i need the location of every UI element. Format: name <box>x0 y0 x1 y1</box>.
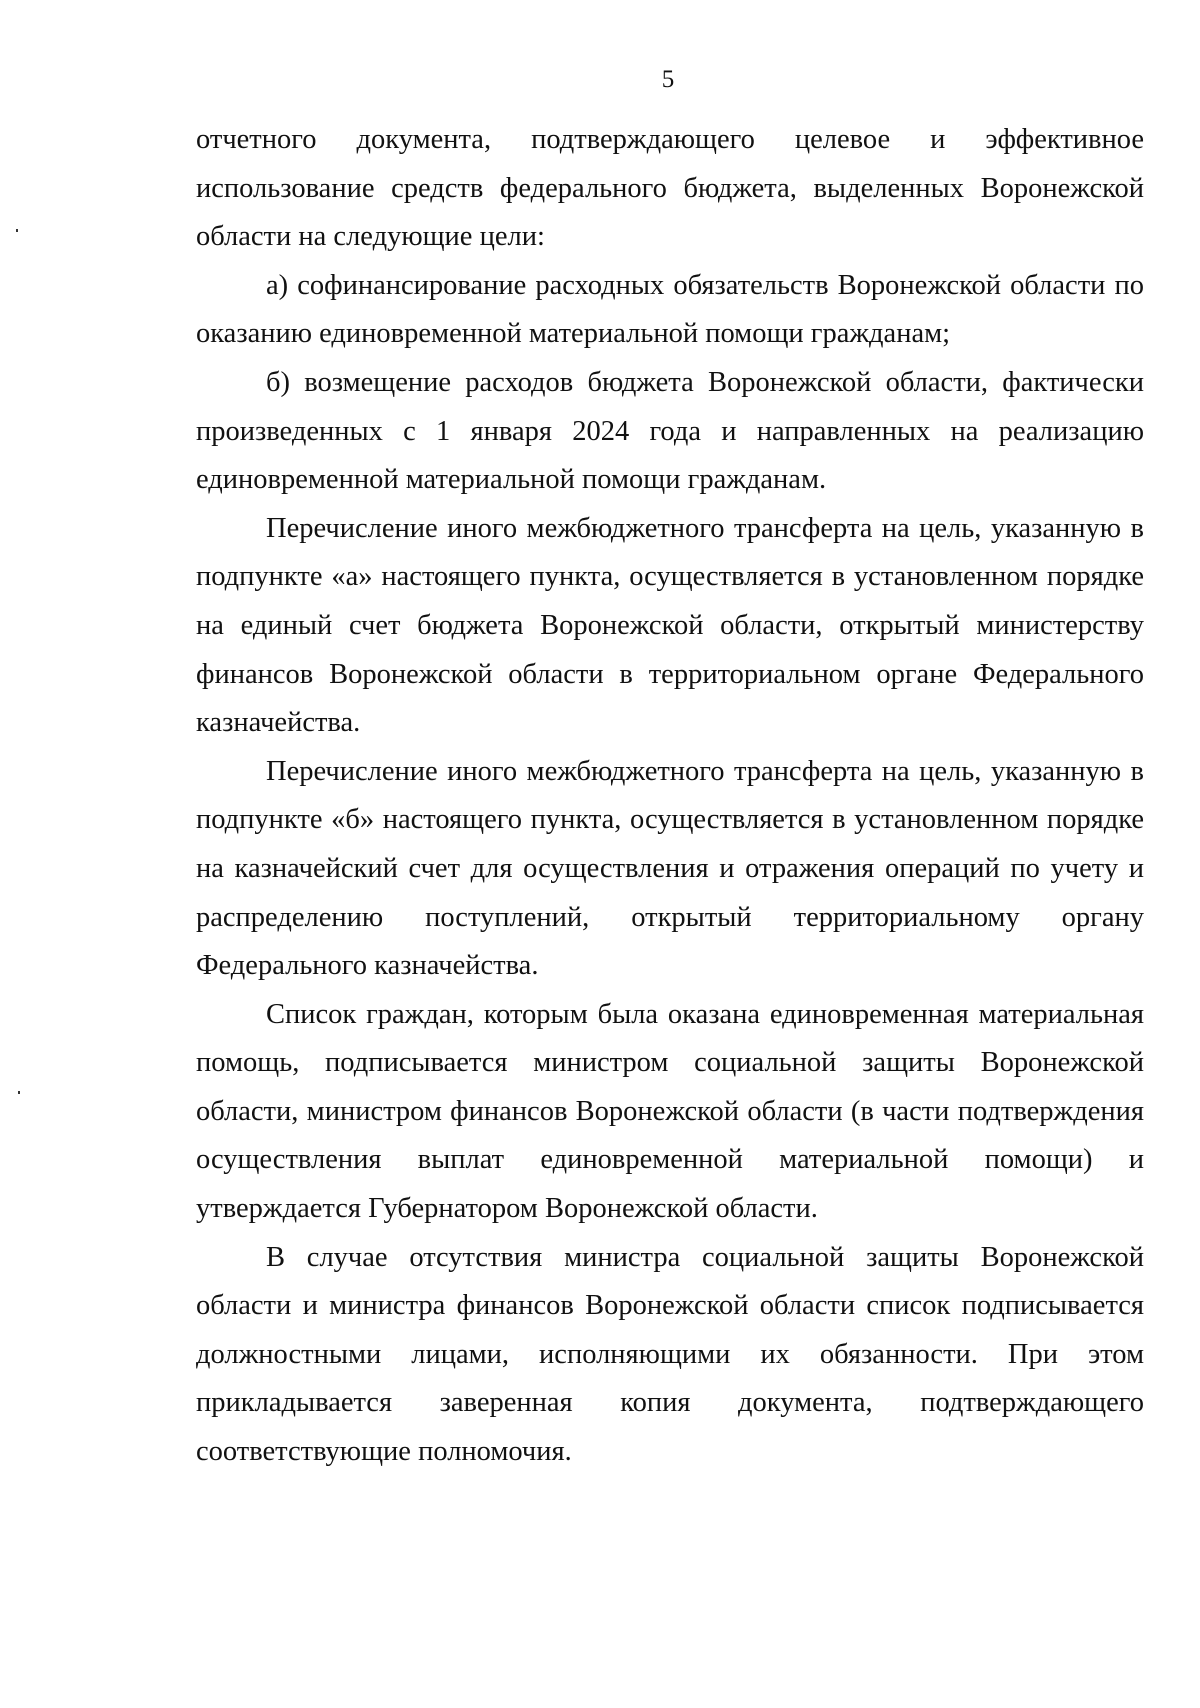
paragraph-item-a: а) софинансирование расходных обязательств Воронежской области по оказанию единовременной материальной помощи гражданам; <box>196 269 1144 350</box>
paragraph-transfer-b: Перечисление иного межбюджетного трансферта на цель, указанную в подпункте «б» настоящего пункта, осуществляется в установленном порядке на казначейский счет для осуществления и отражения операций по учету и распределению поступлений, открытый территориальному органу Федерального казначейства. <box>196 755 1144 982</box>
page-number: 5 <box>661 66 675 93</box>
scan-speck <box>18 1091 20 1094</box>
scan-speck <box>16 229 18 232</box>
paragraph-transfer-a: Перечисление иного межбюджетного трансферта на цель, указанную в подпункте «а» настоящего пункта, осуществляется в установленном порядке на единый счет бюджета Воронежской области, открытый министерству финансов Воронежской области в территориальном органе Федерального казначейства. <box>196 512 1144 739</box>
document-body <box>196 116 1144 1477</box>
paragraph-item-b: б) возмещение расходов бюджета Воронежской области, фактически произведенных с 1 января 2024 года и направленных на реализацию единовременной материальной помощи гражданам. <box>196 366 1144 496</box>
paragraph-citizens-list: Список граждан, которым была оказана единовременная материальная помощь, подписывается министром социальной защиты Воронежской области, министром финансов Воронежской области (в части подтверждения осуществления выплат единовременной материальной помощи) и утверждается Губернатором Воронежской области. <box>196 998 1144 1225</box>
paragraph-continuation: отчетного документа, подтверждающего целевое и эффективное использование средств федерального бюджета, выделенных Воронежской области на следующие цели: <box>196 124 1144 253</box>
paragraph-absence: В случае отсутствия министра социальной защиты Воронежской области и министра финансов Воронежской области список подписывается должностными лицами, исполняющими их обязанности. При этом прикладывается заверенная копия документа, подтверждающего соответствующие полномочия. <box>196 1241 1144 1468</box>
